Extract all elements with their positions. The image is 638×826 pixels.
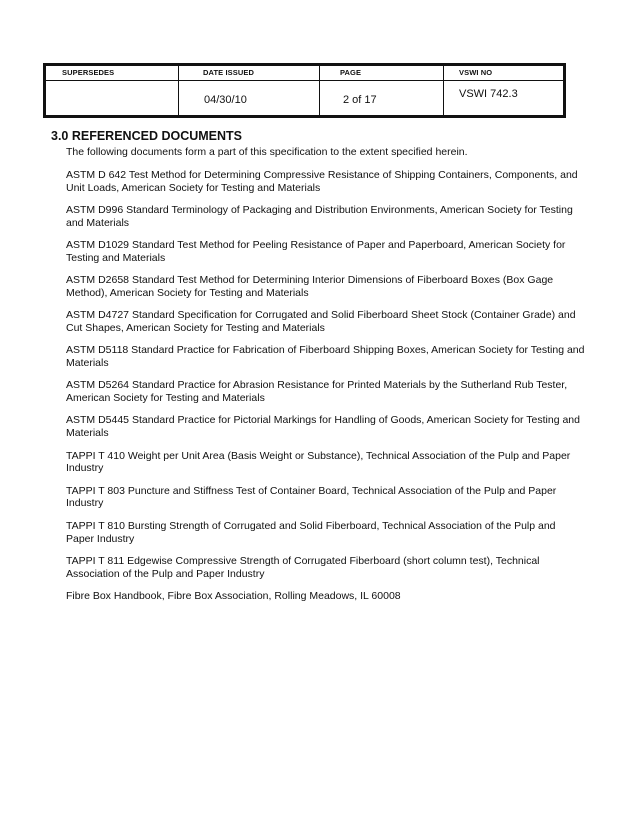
reference-item: ASTM D4727 Standard Specification for Corrugated and Solid Fiberboard Sheet Stock (Container Grade) and Cut Shapes, American Society for Testing and Materials (66, 309, 576, 334)
page-value: 2 of 17 (343, 94, 377, 106)
date-issued-cell (178, 64, 320, 115)
section-heading: 3.0 REFERENCED DOCUMENTS (51, 129, 242, 143)
reference-item: TAPPI T 810 Bursting Strength of Corrugated and Solid Fiberboard, Technical Association of the Pulp and Paper Industry (66, 519, 556, 545)
vswi-no-cell (443, 64, 563, 115)
reference-item: TAPPI T 811 Edgewise Compressive Strength of Corrugated Fiberboard (short column test), Technical Association of the Pulp and Paper Industry (66, 554, 540, 580)
date-issued-value: 04/30/10 (204, 94, 247, 106)
vswi-no-label: VSWI NO (459, 68, 493, 77)
section-intro: The following documents form a part of this specification to the extent specified herein. (66, 146, 468, 158)
reference-item: ASTM D996 Standard Terminology of Packaging and Distribution Environments, American Society for Testing and Materials (66, 203, 573, 229)
supersedes-cell (46, 64, 178, 115)
date-issued-label: DATE ISSUED (203, 68, 254, 77)
document-header-table (43, 63, 566, 118)
reference-item: ASTM D5445 Standard Practice for Pictorial Markings for Handling of Goods, American Society for Testing and Materials (66, 414, 580, 440)
vswi-no-value: VSWI 742.3 (459, 88, 518, 100)
reference-item: Fibre Box Handbook, Fibre Box Association, Rolling Meadows, IL 60008 (66, 589, 401, 602)
reference-item: ASTM D5118 Standard Practice for Fabrication of Fiberboard Shipping Boxes, American Society for Testing and Materials (66, 344, 585, 370)
page-label: PAGE (340, 68, 362, 77)
reference-item: ASTM D1029 Standard Test Method for Peeling Resistance of Paper and Paperboard, American Society for Testing and Materials (66, 238, 566, 264)
reference-item: ASTM D 642 Test Method for Determining Compressive Resistance of Shipping Containers, Components, and Unit Loads, American Society for Testing and Materials (66, 168, 578, 194)
reference-item: ASTM D2658 Standard Test Method for Determining Interior Dimensions of Fiberboard Boxes (Box Gage Method), American Society for Testing and Materials (66, 274, 554, 299)
page-cell (319, 64, 444, 115)
reference-item: TAPPI T 410 Weight per Unit Area (Basis Weight or Substance), Technical Association of the Pulp and Paper Industry (66, 449, 571, 475)
reference-item: TAPPI T 803 Puncture and Stiffness Test of Container Board, Technical Association of the Pulp and Paper Industry (66, 484, 557, 510)
reference-item: ASTM D5264 Standard Practice for Abrasion Resistance for Printed Materials by the Sutherland Rub Tester, American Society for Testing and Materials (66, 379, 568, 405)
supersedes-label: SUPERSEDES (62, 68, 115, 77)
referenced-documents-body (66, 146, 586, 612)
